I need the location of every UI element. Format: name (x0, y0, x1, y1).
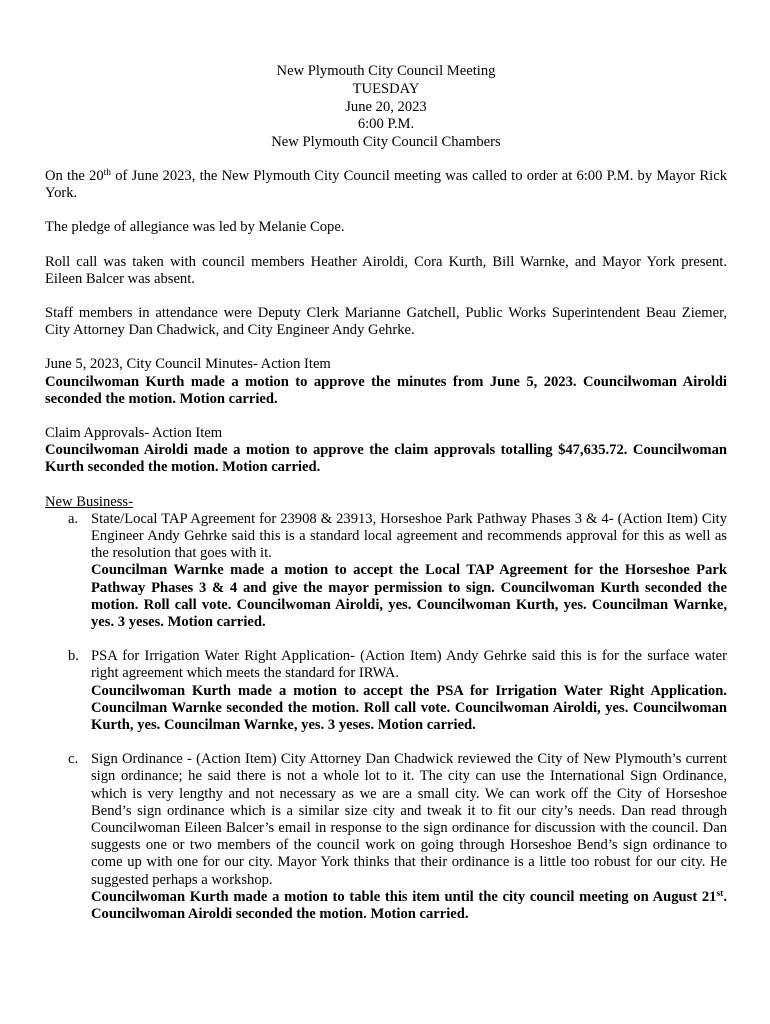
pledge-paragraph: The pledge of allegiance was led by Melanie Cope. (45, 219, 345, 236)
new-business-section (45, 494, 727, 924)
call-to-order-text-start: On the 20 (45, 167, 104, 184)
meeting-title: New Plymouth City Council Meeting (276, 63, 496, 79)
ordinal-suffix: st (716, 888, 724, 899)
list-item (45, 751, 727, 923)
meeting-day: TUESDAY (352, 80, 420, 97)
call-to-order-paragraph (45, 168, 727, 202)
item-text: State/Local TAP Agreement for 23908 & 23913, Horseshoe Park Pathway Phases 3 & 4- (Action Item) City Engineer Andy Gehrke said this is a standard local agreement and recommends approval for this as well as the resolution that goes with it. (91, 510, 727, 562)
ordinal-suffix: th (103, 167, 112, 178)
item-marker: c. (68, 751, 79, 768)
claims-section (45, 425, 727, 477)
list-item (45, 511, 727, 631)
new-business-title: New Business- (45, 493, 133, 510)
claims-section-title: Claim Approvals- Action Item (45, 425, 223, 442)
roll-call-paragraph: Roll call was taken with council members Heather Airoldi, Cora Kurth, Bill Warnke, and Mayor York present. Eileen Balcer was absent. (45, 253, 727, 287)
list-item (45, 648, 727, 734)
minutes-section (45, 356, 727, 408)
item-motion (91, 889, 727, 923)
item-motion-end: . Councilwoman Airoldi seconded the motion. Motion carried. (91, 888, 727, 923)
minutes-section-title: June 5, 2023, City Council Minutes- Action Item (45, 356, 331, 373)
item-marker: b. (68, 648, 79, 665)
item-motion: Councilman Warnke made a motion to accept the Local TAP Agreement for the Horseshoe Park Pathway Phases 3 & 4 and give the mayor permission to sign. Councilwoman Kurth seconded the motion. Roll call vote. Councilwoman Airoldi, yes. Councilwoman Kurth, yes. Councilman Warnke, yes. 3 yeses. Motion carried. (91, 562, 727, 631)
claims-motion: Councilwoman Airoldi made a motion to approve the claim approvals totalling $47,635.72. Councilwoman Kurth seconded the motion. Motion carried. (45, 442, 727, 476)
item-motion-start: Councilwoman Kurth made a motion to table this item until the city council meeting on August 21 (91, 888, 717, 905)
item-motion: Councilwoman Kurth made a motion to accept the PSA for Irrigation Water Right Application. Councilman Warnke seconded the motion. Roll call vote. Councilwoman Airoldi, yes. Councilwoman Kurth, yes. Councilman Warnke, yes. 3 yeses. Motion carried. (91, 682, 727, 734)
call-to-order-text-end: of June 2023, the New Plymouth City Council meeting was called to order at 6:00 P.M. by Mayor Rick York. (45, 167, 727, 202)
item-text: PSA for Irrigation Water Right Application- (Action Item) Andy Gehrke said this is for the surface water right agreement which meets the standard for IRWA. (91, 648, 727, 682)
document-header (45, 63, 727, 152)
item-marker: a. (68, 510, 79, 527)
new-business-list (45, 511, 727, 923)
meeting-date: June 20, 2023 (345, 98, 427, 115)
item-text: Sign Ordinance - (Action Item) City Attorney Dan Chadwick reviewed the City of New Plymouth’s current sign ordinance; he said there is not a whole lot to it. The city can use the International Sign Ordinance, which is very lengthy and not necessary as we are a small city. We can work off the City of Horseshoe Bend’s sign ordinance which is a similar size city and tweak it to fit our city’s needs. Dan read through Councilwoman Eileen Balcer’s email in response to the sign ordinance for discussion with the council. Dan suggests one or two members of the council work on going through Horseshoe Bend’s sign ordinance to come up with one for our city. Mayor York thinks that their ordinance is a little too robust for our city. He suggested perhaps a workshop. (91, 751, 727, 888)
minutes-motion: Councilwoman Kurth made a motion to approve the minutes from June 5, 2023. Councilwoman Airoldi seconded the motion. Motion carried. (45, 373, 727, 407)
staff-paragraph: Staff members in attendance were Deputy Clerk Marianne Gatchell, Public Works Superintendent Beau Ziemer, City Attorney Dan Chadwick, and City Engineer Andy Gehrke. (45, 305, 727, 339)
minutes-document (45, 63, 727, 940)
meeting-time: 6:00 P.M. (357, 116, 415, 133)
meeting-location: New Plymouth City Council Chambers (271, 134, 501, 151)
